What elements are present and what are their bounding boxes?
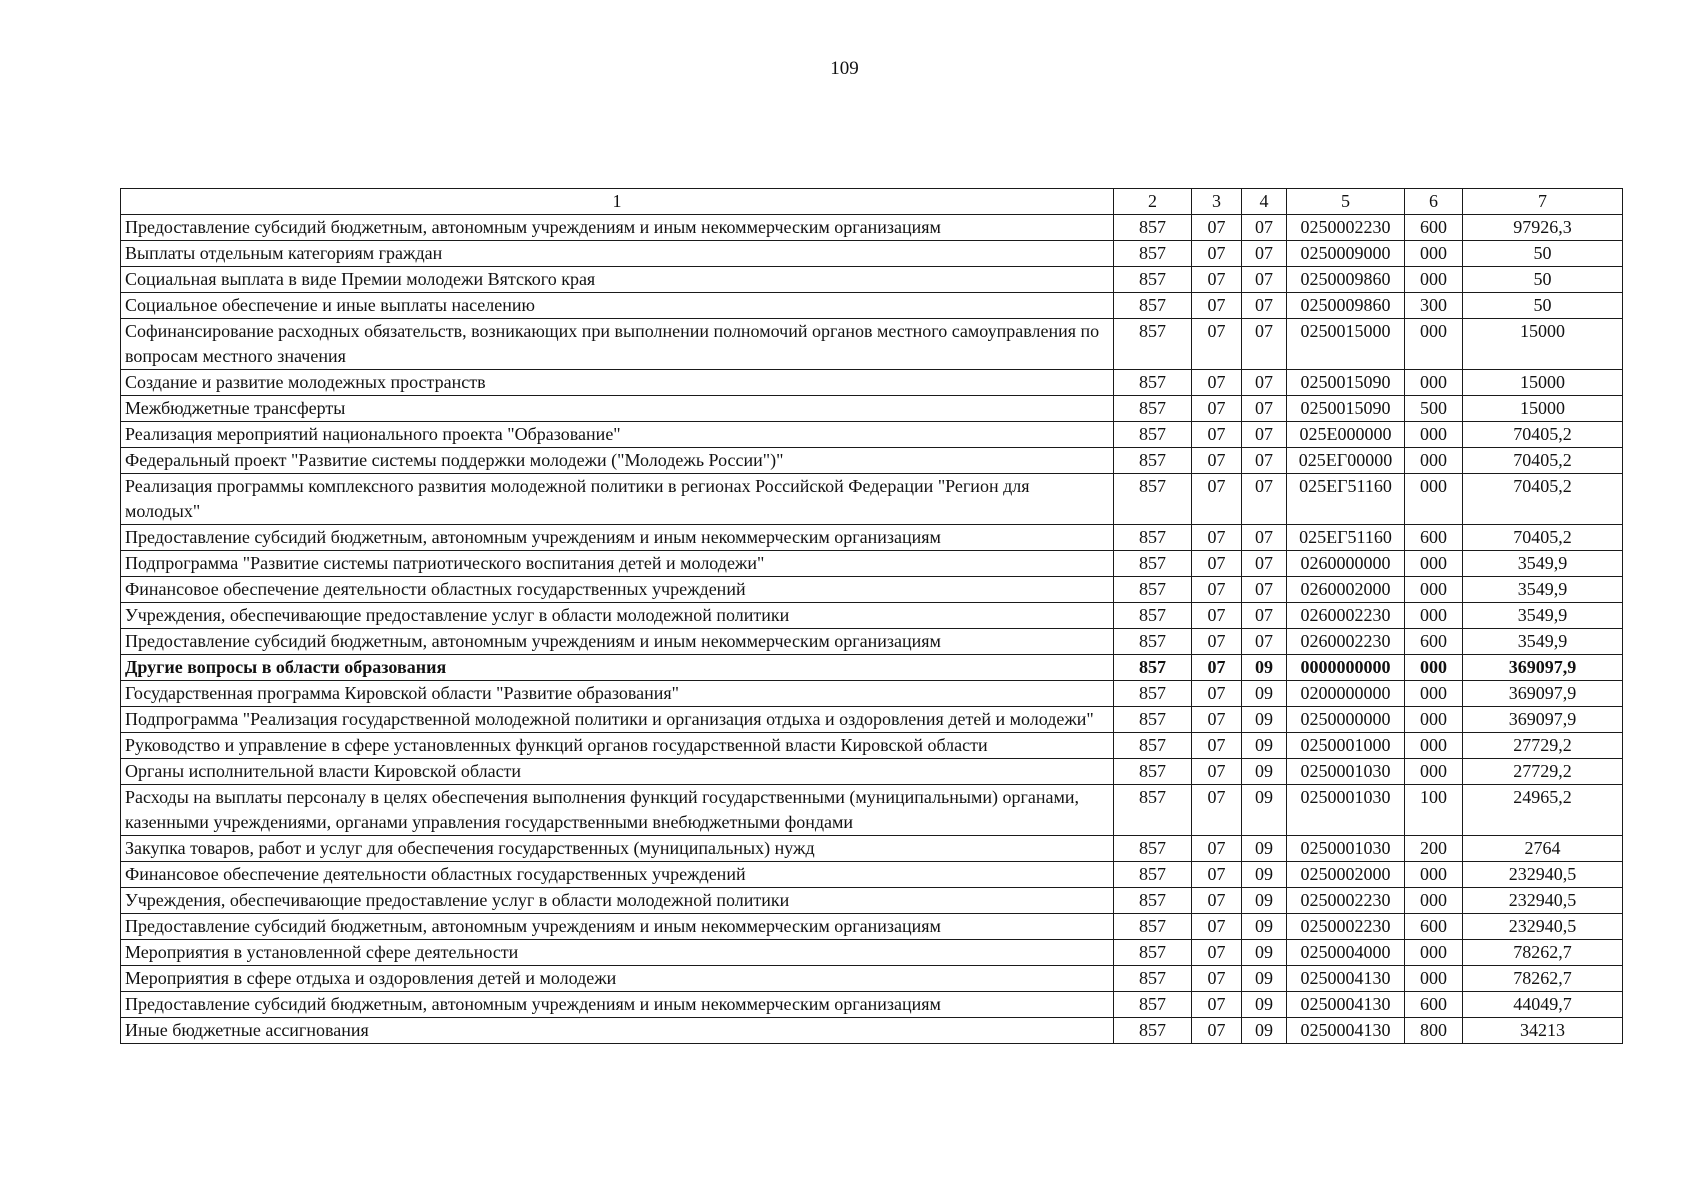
row-col-4: 07 bbox=[1242, 448, 1287, 474]
row-amount: 70405,2 bbox=[1463, 525, 1623, 551]
row-col-6: 600 bbox=[1405, 525, 1463, 551]
header-cell-6: 6 bbox=[1405, 189, 1463, 215]
row-col-2: 857 bbox=[1114, 422, 1192, 448]
table-row bbox=[121, 603, 1623, 629]
row-name: Финансовое обеспечение деятельности областных государственных учреждений bbox=[121, 577, 1114, 603]
row-col-2: 857 bbox=[1114, 577, 1192, 603]
row-amount: 34213 bbox=[1463, 1018, 1623, 1044]
row-name: Органы исполнительной власти Кировской области bbox=[121, 759, 1114, 785]
row-col-6: 000 bbox=[1405, 319, 1463, 370]
row-col-5: 0200000000 bbox=[1287, 681, 1405, 707]
page-number: 109 bbox=[830, 58, 859, 79]
row-col-4: 09 bbox=[1242, 681, 1287, 707]
row-amount: 70405,2 bbox=[1463, 422, 1623, 448]
row-col-3: 07 bbox=[1192, 293, 1242, 319]
row-col-2: 857 bbox=[1114, 267, 1192, 293]
row-col-6: 000 bbox=[1405, 655, 1463, 681]
row-name: Предоставление субсидий бюджетным, автономным учреждениям и иным некоммерческим организациям bbox=[121, 629, 1114, 655]
row-amount: 50 bbox=[1463, 267, 1623, 293]
table-row bbox=[121, 992, 1623, 1018]
row-col-4: 07 bbox=[1242, 241, 1287, 267]
row-col-5: 0250009860 bbox=[1287, 267, 1405, 293]
row-col-4: 09 bbox=[1242, 992, 1287, 1018]
row-col-4: 09 bbox=[1242, 707, 1287, 733]
row-amount: 15000 bbox=[1463, 396, 1623, 422]
row-col-5: 0260000000 bbox=[1287, 551, 1405, 577]
row-col-4: 07 bbox=[1242, 474, 1287, 525]
table-row bbox=[121, 422, 1623, 448]
row-col-2: 857 bbox=[1114, 551, 1192, 577]
row-col-2: 857 bbox=[1114, 319, 1192, 370]
row-name: Реализация программы комплексного развития молодежной политики в регионах Российской Федерации "Регион для молодых" bbox=[121, 474, 1114, 525]
row-col-6: 000 bbox=[1405, 966, 1463, 992]
row-name: Подпрограмма "Развитие системы патриотического воспитания детей и молодежи" bbox=[121, 551, 1114, 577]
header-row bbox=[121, 189, 1623, 215]
row-col-2: 857 bbox=[1114, 370, 1192, 396]
row-col-3: 07 bbox=[1192, 940, 1242, 966]
table-row bbox=[121, 681, 1623, 707]
row-col-6: 200 bbox=[1405, 836, 1463, 862]
table-row bbox=[121, 448, 1623, 474]
row-name: Выплаты отдельным категориям граждан bbox=[121, 241, 1114, 267]
row-amount: 3549,9 bbox=[1463, 603, 1623, 629]
row-col-6: 000 bbox=[1405, 888, 1463, 914]
row-amount: 232940,5 bbox=[1463, 914, 1623, 940]
row-col-2: 857 bbox=[1114, 525, 1192, 551]
row-col-2: 857 bbox=[1114, 707, 1192, 733]
row-col-5: 0250002000 bbox=[1287, 862, 1405, 888]
row-name: Иные бюджетные ассигнования bbox=[121, 1018, 1114, 1044]
row-col-4: 07 bbox=[1242, 215, 1287, 241]
row-col-2: 857 bbox=[1114, 1018, 1192, 1044]
row-col-5: 0260002230 bbox=[1287, 603, 1405, 629]
row-col-6: 600 bbox=[1405, 629, 1463, 655]
table-row bbox=[121, 1018, 1623, 1044]
table-row bbox=[121, 785, 1623, 836]
row-name: Учреждения, обеспечивающие предоставление услуг в области молодежной политики bbox=[121, 603, 1114, 629]
row-amount: 27729,2 bbox=[1463, 733, 1623, 759]
row-col-2: 857 bbox=[1114, 629, 1192, 655]
row-name: Подпрограмма "Реализация государственной молодежной политики и организация отдыха и оздоровления детей и молодежи" bbox=[121, 707, 1114, 733]
row-col-2: 857 bbox=[1114, 474, 1192, 525]
row-name: Социальное обеспечение и иные выплаты населению bbox=[121, 293, 1114, 319]
row-col-6: 000 bbox=[1405, 474, 1463, 525]
row-col-2: 857 bbox=[1114, 759, 1192, 785]
row-col-2: 857 bbox=[1114, 681, 1192, 707]
row-amount: 27729,2 bbox=[1463, 759, 1623, 785]
row-col-4: 09 bbox=[1242, 759, 1287, 785]
row-col-4: 09 bbox=[1242, 940, 1287, 966]
row-col-6: 000 bbox=[1405, 733, 1463, 759]
row-col-6: 000 bbox=[1405, 577, 1463, 603]
row-col-6: 000 bbox=[1405, 759, 1463, 785]
row-col-6: 600 bbox=[1405, 215, 1463, 241]
row-col-6: 000 bbox=[1405, 603, 1463, 629]
row-col-5: 0250009860 bbox=[1287, 293, 1405, 319]
table-row bbox=[121, 370, 1623, 396]
row-col-3: 07 bbox=[1192, 836, 1242, 862]
row-col-4: 07 bbox=[1242, 422, 1287, 448]
row-col-2: 857 bbox=[1114, 603, 1192, 629]
row-name: Предоставление субсидий бюджетным, автономным учреждениям и иным некоммерческим организациям bbox=[121, 525, 1114, 551]
row-col-3: 07 bbox=[1192, 267, 1242, 293]
row-amount: 44049,7 bbox=[1463, 992, 1623, 1018]
row-col-6: 000 bbox=[1405, 448, 1463, 474]
row-col-6: 000 bbox=[1405, 940, 1463, 966]
row-col-2: 857 bbox=[1114, 940, 1192, 966]
table-row bbox=[121, 733, 1623, 759]
row-name: Закупка товаров, работ и услуг для обеспечения государственных (муниципальных) нужд bbox=[121, 836, 1114, 862]
row-col-2: 857 bbox=[1114, 888, 1192, 914]
row-col-4: 07 bbox=[1242, 629, 1287, 655]
row-amount: 232940,5 bbox=[1463, 888, 1623, 914]
row-col-3: 07 bbox=[1192, 966, 1242, 992]
table-row bbox=[121, 215, 1623, 241]
header-cell-7: 7 bbox=[1463, 189, 1623, 215]
table-row bbox=[121, 267, 1623, 293]
row-name: Учреждения, обеспечивающие предоставление услуг в области молодежной политики bbox=[121, 888, 1114, 914]
row-col-3: 07 bbox=[1192, 370, 1242, 396]
row-amount: 3549,9 bbox=[1463, 551, 1623, 577]
row-col-2: 857 bbox=[1114, 215, 1192, 241]
row-col-5: 0250002230 bbox=[1287, 914, 1405, 940]
row-col-3: 07 bbox=[1192, 759, 1242, 785]
row-amount: 50 bbox=[1463, 241, 1623, 267]
row-col-4: 09 bbox=[1242, 914, 1287, 940]
row-col-3: 07 bbox=[1192, 629, 1242, 655]
row-amount: 3549,9 bbox=[1463, 577, 1623, 603]
row-col-6: 300 bbox=[1405, 293, 1463, 319]
table-body bbox=[121, 215, 1623, 1044]
header-cell-2: 2 bbox=[1114, 189, 1192, 215]
row-col-5: 025Е000000 bbox=[1287, 422, 1405, 448]
row-col-3: 07 bbox=[1192, 655, 1242, 681]
row-col-2: 857 bbox=[1114, 785, 1192, 836]
row-amount: 70405,2 bbox=[1463, 448, 1623, 474]
row-col-6: 000 bbox=[1405, 707, 1463, 733]
row-col-6: 500 bbox=[1405, 396, 1463, 422]
row-col-3: 07 bbox=[1192, 448, 1242, 474]
row-col-2: 857 bbox=[1114, 836, 1192, 862]
row-name: Расходы на выплаты персоналу в целях обеспечения выполнения функций государственными (муниципальными) органами, казенными учреждениями, органами управления государственными внебюджетными фондами bbox=[121, 785, 1114, 836]
row-amount: 24965,2 bbox=[1463, 785, 1623, 836]
row-col-6: 000 bbox=[1405, 862, 1463, 888]
row-col-4: 07 bbox=[1242, 267, 1287, 293]
table-row bbox=[121, 862, 1623, 888]
row-name: Софинансирование расходных обязательств, возникающих при выполнении полномочий органов местного самоуправления по вопросам местного значения bbox=[121, 319, 1114, 370]
row-col-2: 857 bbox=[1114, 992, 1192, 1018]
row-col-2: 857 bbox=[1114, 293, 1192, 319]
row-col-6: 600 bbox=[1405, 914, 1463, 940]
table-row bbox=[121, 293, 1623, 319]
row-amount: 78262,7 bbox=[1463, 940, 1623, 966]
table-row bbox=[121, 940, 1623, 966]
row-col-4: 09 bbox=[1242, 966, 1287, 992]
row-col-3: 07 bbox=[1192, 422, 1242, 448]
row-col-4: 07 bbox=[1242, 396, 1287, 422]
row-col-3: 07 bbox=[1192, 862, 1242, 888]
row-name: Руководство и управление в сфере установленных функций органов государственной власти Кировской области bbox=[121, 733, 1114, 759]
row-col-2: 857 bbox=[1114, 396, 1192, 422]
row-name: Предоставление субсидий бюджетным, автономным учреждениям и иным некоммерческим организациям bbox=[121, 215, 1114, 241]
row-col-5: 0250015000 bbox=[1287, 319, 1405, 370]
row-col-6: 000 bbox=[1405, 551, 1463, 577]
table-row bbox=[121, 525, 1623, 551]
row-col-6: 000 bbox=[1405, 422, 1463, 448]
row-col-4: 07 bbox=[1242, 293, 1287, 319]
row-amount: 70405,2 bbox=[1463, 474, 1623, 525]
row-amount: 232940,5 bbox=[1463, 862, 1623, 888]
row-col-5: 0000000000 bbox=[1287, 655, 1405, 681]
row-col-6: 100 bbox=[1405, 785, 1463, 836]
row-col-5: 0250004130 bbox=[1287, 1018, 1405, 1044]
row-amount: 15000 bbox=[1463, 319, 1623, 370]
row-col-2: 857 bbox=[1114, 914, 1192, 940]
row-col-4: 07 bbox=[1242, 370, 1287, 396]
table-row bbox=[121, 836, 1623, 862]
row-amount: 50 bbox=[1463, 293, 1623, 319]
row-col-4: 09 bbox=[1242, 888, 1287, 914]
row-col-2: 857 bbox=[1114, 241, 1192, 267]
table-row bbox=[121, 241, 1623, 267]
row-col-3: 07 bbox=[1192, 888, 1242, 914]
row-col-3: 07 bbox=[1192, 914, 1242, 940]
row-col-5: 0250015090 bbox=[1287, 370, 1405, 396]
row-col-3: 07 bbox=[1192, 785, 1242, 836]
header-cell-1: 1 bbox=[121, 189, 1114, 215]
row-col-3: 07 bbox=[1192, 551, 1242, 577]
row-col-3: 07 bbox=[1192, 1018, 1242, 1044]
row-amount: 2764 bbox=[1463, 836, 1623, 862]
row-name: Реализация мероприятий национального проекта "Образование" bbox=[121, 422, 1114, 448]
table-row bbox=[121, 707, 1623, 733]
row-col-5: 0250002230 bbox=[1287, 215, 1405, 241]
row-col-2: 857 bbox=[1114, 733, 1192, 759]
row-col-6: 000 bbox=[1405, 241, 1463, 267]
row-col-2: 857 bbox=[1114, 862, 1192, 888]
row-col-4: 09 bbox=[1242, 785, 1287, 836]
row-name: Предоставление субсидий бюджетным, автономным учреждениям и иным некоммерческим организациям bbox=[121, 914, 1114, 940]
row-col-6: 600 bbox=[1405, 992, 1463, 1018]
row-name: Мероприятия в сфере отдыха и оздоровления детей и молодежи bbox=[121, 966, 1114, 992]
row-amount: 369097,9 bbox=[1463, 681, 1623, 707]
header-cell-5: 5 bbox=[1287, 189, 1405, 215]
row-col-5: 0250004000 bbox=[1287, 940, 1405, 966]
table-row bbox=[121, 759, 1623, 785]
row-col-3: 07 bbox=[1192, 577, 1242, 603]
row-col-5: 0250001030 bbox=[1287, 759, 1405, 785]
row-col-3: 07 bbox=[1192, 525, 1242, 551]
row-col-4: 07 bbox=[1242, 319, 1287, 370]
row-col-6: 000 bbox=[1405, 370, 1463, 396]
row-col-4: 07 bbox=[1242, 551, 1287, 577]
row-col-4: 07 bbox=[1242, 525, 1287, 551]
row-col-4: 07 bbox=[1242, 577, 1287, 603]
row-col-4: 09 bbox=[1242, 836, 1287, 862]
row-col-5: 0250004130 bbox=[1287, 992, 1405, 1018]
row-col-3: 07 bbox=[1192, 992, 1242, 1018]
row-name: Государственная программа Кировской области "Развитие образования" bbox=[121, 681, 1114, 707]
row-name: Социальная выплата в виде Премии молодежи Вятского края bbox=[121, 267, 1114, 293]
row-col-4: 09 bbox=[1242, 733, 1287, 759]
row-col-5: 025ЕГ51160 bbox=[1287, 474, 1405, 525]
table-row bbox=[121, 888, 1623, 914]
table-row bbox=[121, 577, 1623, 603]
row-amount: 369097,9 bbox=[1463, 655, 1623, 681]
row-col-2: 857 bbox=[1114, 655, 1192, 681]
header-cell-3: 3 bbox=[1192, 189, 1242, 215]
row-amount: 97926,3 bbox=[1463, 215, 1623, 241]
row-col-5: 0250004130 bbox=[1287, 966, 1405, 992]
row-col-3: 07 bbox=[1192, 707, 1242, 733]
row-col-3: 07 bbox=[1192, 733, 1242, 759]
row-col-3: 07 bbox=[1192, 474, 1242, 525]
row-name: Федеральный проект "Развитие системы поддержки молодежи ("Молодежь России")" bbox=[121, 448, 1114, 474]
row-col-2: 857 bbox=[1114, 966, 1192, 992]
row-col-5: 0250001030 bbox=[1287, 836, 1405, 862]
row-col-4: 09 bbox=[1242, 1018, 1287, 1044]
row-col-3: 07 bbox=[1192, 603, 1242, 629]
row-amount: 369097,9 bbox=[1463, 707, 1623, 733]
row-col-5: 0250001030 bbox=[1287, 785, 1405, 836]
row-col-5: 0260002230 bbox=[1287, 629, 1405, 655]
table-row bbox=[121, 655, 1623, 681]
table-row bbox=[121, 474, 1623, 525]
row-col-3: 07 bbox=[1192, 215, 1242, 241]
row-col-4: 07 bbox=[1242, 603, 1287, 629]
table-row bbox=[121, 551, 1623, 577]
row-col-3: 07 bbox=[1192, 681, 1242, 707]
row-col-5: 0250015090 bbox=[1287, 396, 1405, 422]
row-name: Другие вопросы в области образования bbox=[121, 655, 1114, 681]
row-col-4: 09 bbox=[1242, 655, 1287, 681]
row-name: Предоставление субсидий бюджетным, автономным учреждениям и иным некоммерческим организациям bbox=[121, 992, 1114, 1018]
row-amount: 3549,9 bbox=[1463, 629, 1623, 655]
row-col-2: 857 bbox=[1114, 448, 1192, 474]
budget-table bbox=[120, 188, 1623, 1044]
row-col-6: 800 bbox=[1405, 1018, 1463, 1044]
row-col-5: 0250001000 bbox=[1287, 733, 1405, 759]
table-row bbox=[121, 396, 1623, 422]
row-col-5: 0250002230 bbox=[1287, 888, 1405, 914]
row-col-5: 0250000000 bbox=[1287, 707, 1405, 733]
row-col-5: 0250009000 bbox=[1287, 241, 1405, 267]
row-name: Мероприятия в установленной сфере деятельности bbox=[121, 940, 1114, 966]
row-col-5: 025ЕГ51160 bbox=[1287, 525, 1405, 551]
row-col-6: 000 bbox=[1405, 267, 1463, 293]
row-name: Финансовое обеспечение деятельности областных государственных учреждений bbox=[121, 862, 1114, 888]
row-name: Создание и развитие молодежных пространств bbox=[121, 370, 1114, 396]
row-col-3: 07 bbox=[1192, 319, 1242, 370]
table-row bbox=[121, 629, 1623, 655]
row-col-4: 09 bbox=[1242, 862, 1287, 888]
table-row bbox=[121, 319, 1623, 370]
header-cell-4: 4 bbox=[1242, 189, 1287, 215]
row-col-6: 000 bbox=[1405, 681, 1463, 707]
row-amount: 15000 bbox=[1463, 370, 1623, 396]
table-row bbox=[121, 966, 1623, 992]
row-col-5: 025ЕГ00000 bbox=[1287, 448, 1405, 474]
row-col-5: 0260002000 bbox=[1287, 577, 1405, 603]
table-row bbox=[121, 914, 1623, 940]
row-name: Межбюджетные трансферты bbox=[121, 396, 1114, 422]
row-col-3: 07 bbox=[1192, 396, 1242, 422]
row-col-3: 07 bbox=[1192, 241, 1242, 267]
row-amount: 78262,7 bbox=[1463, 966, 1623, 992]
